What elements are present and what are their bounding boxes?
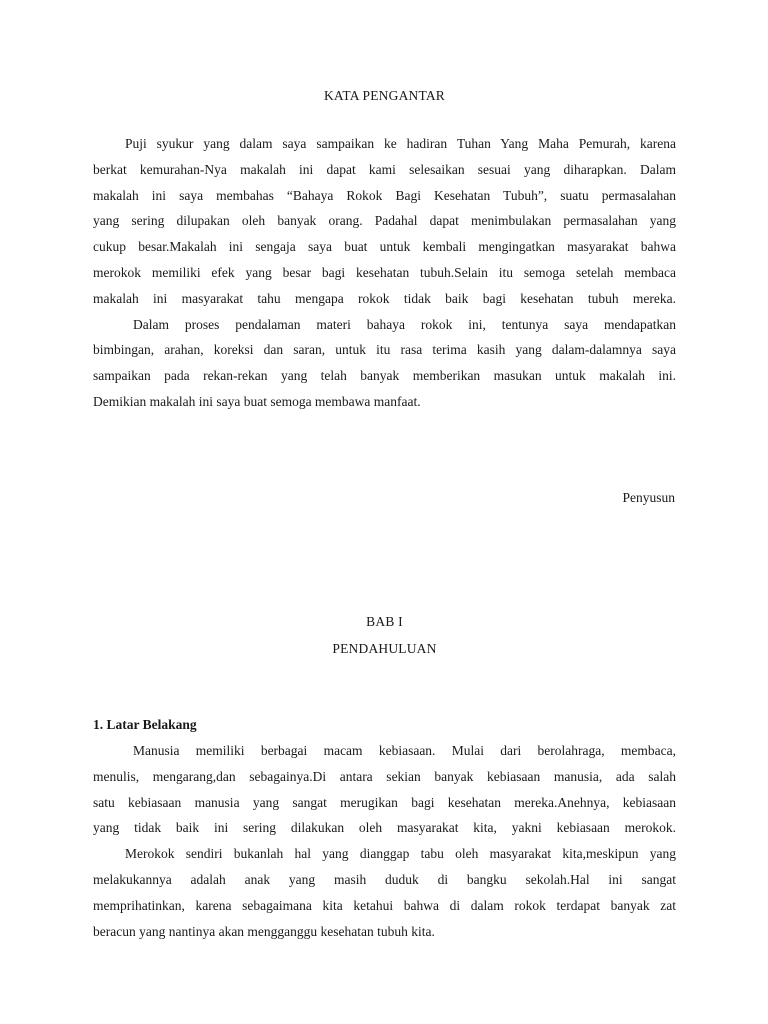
preface-line: cukup besar.Makalah ini sengaja saya buat untuk kembali mengingatkan masyarakat bahwa [93,239,676,255]
preface-title: KATA PENGANTAR [323,88,446,103]
chapter-number: BAB I [366,614,403,629]
chapter-line: menulis, mengarang,dan sebagainya.Di antara sekian banyak kebiasaan manusia, ada salah [93,768,676,784]
section-title: 1. Latar Belakang [93,717,197,732]
chapter-line: Manusia memiliki berbagai macam kebiasaan. Mulai dari berolahraga, membaca, [133,743,676,758]
preface-line: bimbingan, arahan, koreksi dan saran, untuk itu rasa terima kasih yang dalam-dalamnya saya [93,342,676,358]
preface-line: Dalam proses pendalaman materi bahaya rokok ini, tentunya saya mendapatkan [133,316,676,332]
chapter-line: memprihatinkan, karena sebagaimana kita ketahui bahwa di dalam rokok terdapat banyak zat [93,897,676,913]
chapter-line: beracun yang nantinya akan mengganggu kesehatan tubuh kita. [93,923,435,939]
chapter-line: melakukannya adalah anak yang masih duduk di bangku sekolah.Hal ini sangat [93,871,676,887]
preface-line: makalah ini masyarakat tahu mengapa rokok tidak baik bagi kesehatan tubuh mereka. [93,290,676,306]
chapter-body [93,738,676,944]
preface-line: sampaikan pada rekan-rekan yang telah banyak memberikan masukan untuk makalah ini. [93,368,676,384]
chapter-title: PENDAHULUAN [332,641,437,656]
preface-line: Puji syukur yang dalam saya sampaikan ke hadiran Tuhan Yang Maha Pemurah, karena [125,136,676,151]
preface-line: yang sering dilupakan oleh banyak orang. Padahal dapat menimbulakan permasalahan yang [93,213,676,229]
preface-line: berkat kemurahan-Nya makalah ini dapat kami selesaikan sesuai yang diharapkan. Dalam [93,161,676,177]
chapter-line: satu kebiasaan manusia yang sangat merugikan bagi kesehatan mereka.Anehnya, kebiasaan [93,794,676,810]
preface-body [93,131,676,415]
preface-line: makalah ini saya membahas “Bahaya Rokok Bagi Kesehatan Tubuh”, suatu permasalahan [93,187,676,203]
chapter-line: yang tidak baik ini sering dilakukan oleh masyarakat kita, yakni kebiasaan merokok. [93,820,676,836]
signature: Penyusun [622,490,675,505]
chapter-line: Merokok sendiri bukanlah hal yang dianggap tabu oleh masyarakat kita,meskipun yang [125,846,676,862]
preface-line: Demikian makalah ini saya buat semoga membawa manfaat. [93,393,421,409]
preface-line: merokok memiliki efek yang besar bagi kesehatan tubuh.Selain itu semoga setelah membaca [93,264,676,280]
